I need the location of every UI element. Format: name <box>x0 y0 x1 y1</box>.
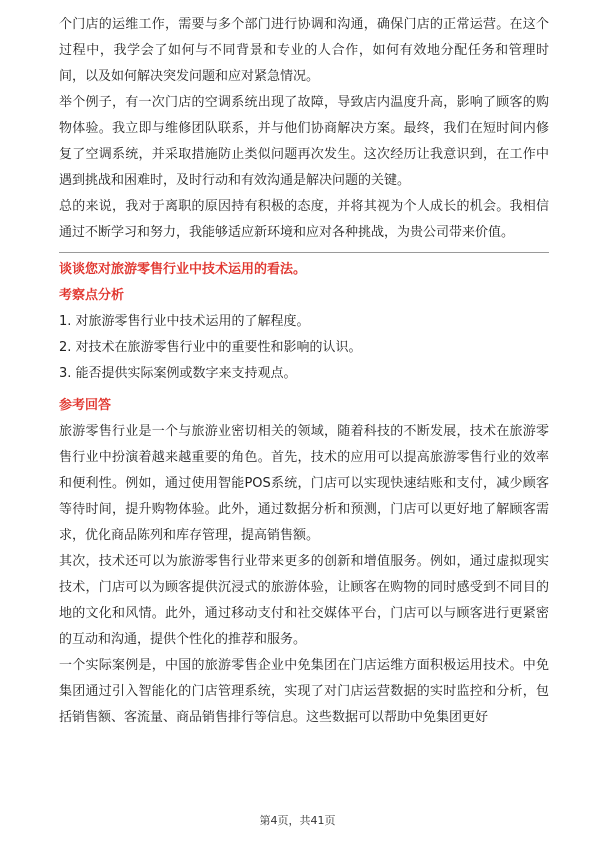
analysis-item: 3. 能否提供实际案例或数字来支持观点。 <box>59 366 297 381</box>
question-title: 谈谈您对旅游零售行业中技术运用的看法。 <box>59 262 307 277</box>
analysis-list <box>59 309 549 387</box>
answer-heading: 参考回答 <box>59 398 112 413</box>
analysis-heading: 考察点分析 <box>59 288 125 303</box>
analysis-item: 1. 对旅游零售行业中技术运用的了解程度。 <box>59 314 310 329</box>
analysis-item: 2. 对技术在旅游零售行业中的重要性和影响的认识。 <box>59 340 362 355</box>
page-number: 第4页，共41页 <box>259 814 336 827</box>
intro-paragraph-3: 总的来说，我对于离职的原因持有积极的态度，并将其视为个人成长的机会。我相信通过不断学习和努力，我能够适应新环境和应对各种挑战，为贵公司带来价值。 <box>59 199 549 240</box>
answer-paragraph-2: 其次，技术还可以为旅游零售行业带来更多的创新和增值服务。例如，通过虚拟现实技术，门店可以为顾客提供沉浸式的旅游体验，让顾客在购物的同时感受到不同目的地的文化和风情。此外，通过移动支付和社交媒体平台，门店可以与顾客进行更紧密的互动和沟通，提供个性化的推荐和服务。 <box>59 554 549 647</box>
intro-paragraph-2: 举个例子，有一次门店的空调系统出现了故障，导致店内温度升高，影响了顾客的购物体验。我立即与维修团队联系，并与他们协商解决方案。最终，我们在短时间内修复了空调系统，并采取措施防止类似问题再次发生。这次经历让我意识到，在工作中遇到挑战和困难时，及时行动和有效沟通是解决问题的关键。 <box>59 95 549 188</box>
section-divider <box>59 252 549 253</box>
document-page <box>59 12 549 731</box>
answer-paragraph-1: 旅游零售行业是一个与旅游业密切相关的领域，随着科技的不断发展，技术在旅游零售行业中扮演着越来越重要的角色。首先，技术的应用可以提高旅游零售行业的效率和便利性。例如，通过使用智能POS系统，门店可以实现快速结账和支付，减少顾客等待时间，提升购物体验。此外，通过数据分析和预测，门店可以更好地了解顾客需求，优化商品陈列和库存管理，提高销售额。 <box>59 424 549 543</box>
answer-paragraph-3: 一个实际案例是，中国的旅游零售企业中免集团在门店运维方面积极运用技术。中免集团通过引入智能化的门店管理系统，实现了对门店运营数据的实时监控和分析，包括销售额、客流量、商品销售排行等信息。这些数据可以帮助中免集团更好 <box>59 658 549 725</box>
intro-paragraph-1: 个门店的运维工作，需要与多个部门进行协调和沟通，确保门店的正常运营。在这个过程中，我学会了如何与不同背景和专业的人合作，如何有效地分配任务和管理时间，以及如何解决突发问题和应对紧急情况。 <box>59 17 549 84</box>
